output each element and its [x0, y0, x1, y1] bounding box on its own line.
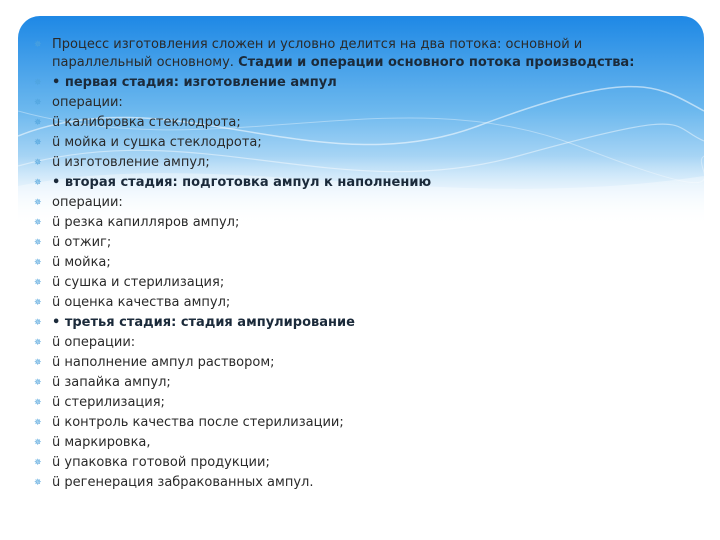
list-item	[34, 254, 684, 272]
starburst-bullet-icon: ✵	[34, 338, 42, 349]
list-item-text: ü изготовление ампул;	[52, 154, 210, 170]
list-item	[34, 74, 684, 92]
list-item-text: ü упаковка готовой продукции;	[52, 455, 270, 471]
list-item-text: ü операции:	[52, 335, 136, 351]
list-item-text: • третья стадия: стадия ампулирование	[52, 315, 355, 331]
list-item	[34, 394, 684, 412]
starburst-bullet-icon: ✵	[34, 298, 42, 309]
list-item	[34, 214, 684, 232]
starburst-bullet-icon: ✵	[34, 157, 42, 168]
list-item	[34, 134, 684, 152]
list-item-text: ü контроль качества после стерилизации;	[52, 415, 344, 431]
starburst-bullet-icon: ✵	[34, 40, 42, 50]
list-items	[34, 74, 684, 493]
list-item-text: ü отжиг;	[52, 234, 112, 250]
list-item	[34, 274, 684, 292]
list-item	[34, 374, 684, 392]
intro-text: Процесс изготовления сложен и условно делится на два потока: основной и параллельный основному.	[52, 37, 583, 70]
starburst-bullet-icon: ✵	[34, 257, 42, 268]
list-item-text: • первая стадия: изготовление ампул	[52, 74, 337, 90]
list-item	[34, 474, 684, 492]
list-item-text: ü маркировка,	[52, 435, 151, 451]
intro-bold-text: Стадии и операции основного потока производства:	[238, 55, 635, 70]
list-item-text: ü калибровка стеклодрота;	[52, 114, 241, 130]
list-item	[34, 434, 684, 452]
starburst-bullet-icon: ✵	[34, 318, 42, 329]
starburst-bullet-icon: ✵	[34, 358, 42, 369]
starburst-bullet-icon: ✵	[34, 277, 42, 288]
list-item	[34, 174, 684, 192]
starburst-bullet-icon: ✵	[34, 478, 42, 489]
list-item-intro	[34, 36, 684, 72]
list-item	[34, 314, 684, 332]
list-item-text: ü наполнение ампул раствором;	[52, 355, 275, 371]
list-item-text: ü резка капилляров ампул;	[52, 214, 240, 230]
starburst-bullet-icon: ✵	[34, 378, 42, 389]
starburst-bullet-icon: ✵	[34, 137, 42, 148]
list-item-text: ü сушка и стерилизация;	[52, 274, 225, 290]
list-item	[34, 94, 684, 112]
list-item	[34, 354, 684, 372]
list-item	[34, 234, 684, 252]
list-item-text: операции:	[52, 94, 123, 110]
starburst-bullet-icon: ✵	[34, 217, 42, 228]
list-item-text: ü запайка ампул;	[52, 375, 171, 391]
list-item-text: ü мойка и сушка стеклодрота;	[52, 134, 262, 150]
list-item-text: ü мойка;	[52, 254, 111, 270]
list-item	[34, 154, 684, 172]
list-item	[34, 454, 684, 472]
starburst-bullet-icon: ✵	[34, 237, 42, 248]
list-item	[34, 194, 684, 212]
list-item	[34, 334, 684, 352]
starburst-bullet-icon: ✵	[34, 197, 42, 208]
list-item-text: ü оценка качества ампул;	[52, 295, 231, 311]
list-item-text: ü регенерация забракованных ампул.	[52, 475, 314, 491]
bullet-list	[34, 36, 684, 494]
starburst-bullet-icon: ✵	[34, 117, 42, 128]
starburst-bullet-icon: ✵	[34, 398, 42, 409]
list-item	[34, 114, 684, 132]
starburst-bullet-icon: ✵	[34, 458, 42, 469]
starburst-bullet-icon: ✵	[34, 438, 42, 449]
starburst-bullet-icon: ✵	[34, 418, 42, 429]
starburst-bullet-icon: ✵	[34, 97, 42, 108]
starburst-bullet-icon: ✵	[34, 77, 42, 88]
list-item-text: • вторая стадия: подготовка ампул к наполнению	[52, 174, 432, 190]
list-item-text: операции:	[52, 194, 123, 210]
list-item	[34, 294, 684, 312]
starburst-bullet-icon: ✵	[34, 177, 42, 188]
list-item	[34, 414, 684, 432]
list-item-text: ü стерилизация;	[52, 395, 165, 411]
